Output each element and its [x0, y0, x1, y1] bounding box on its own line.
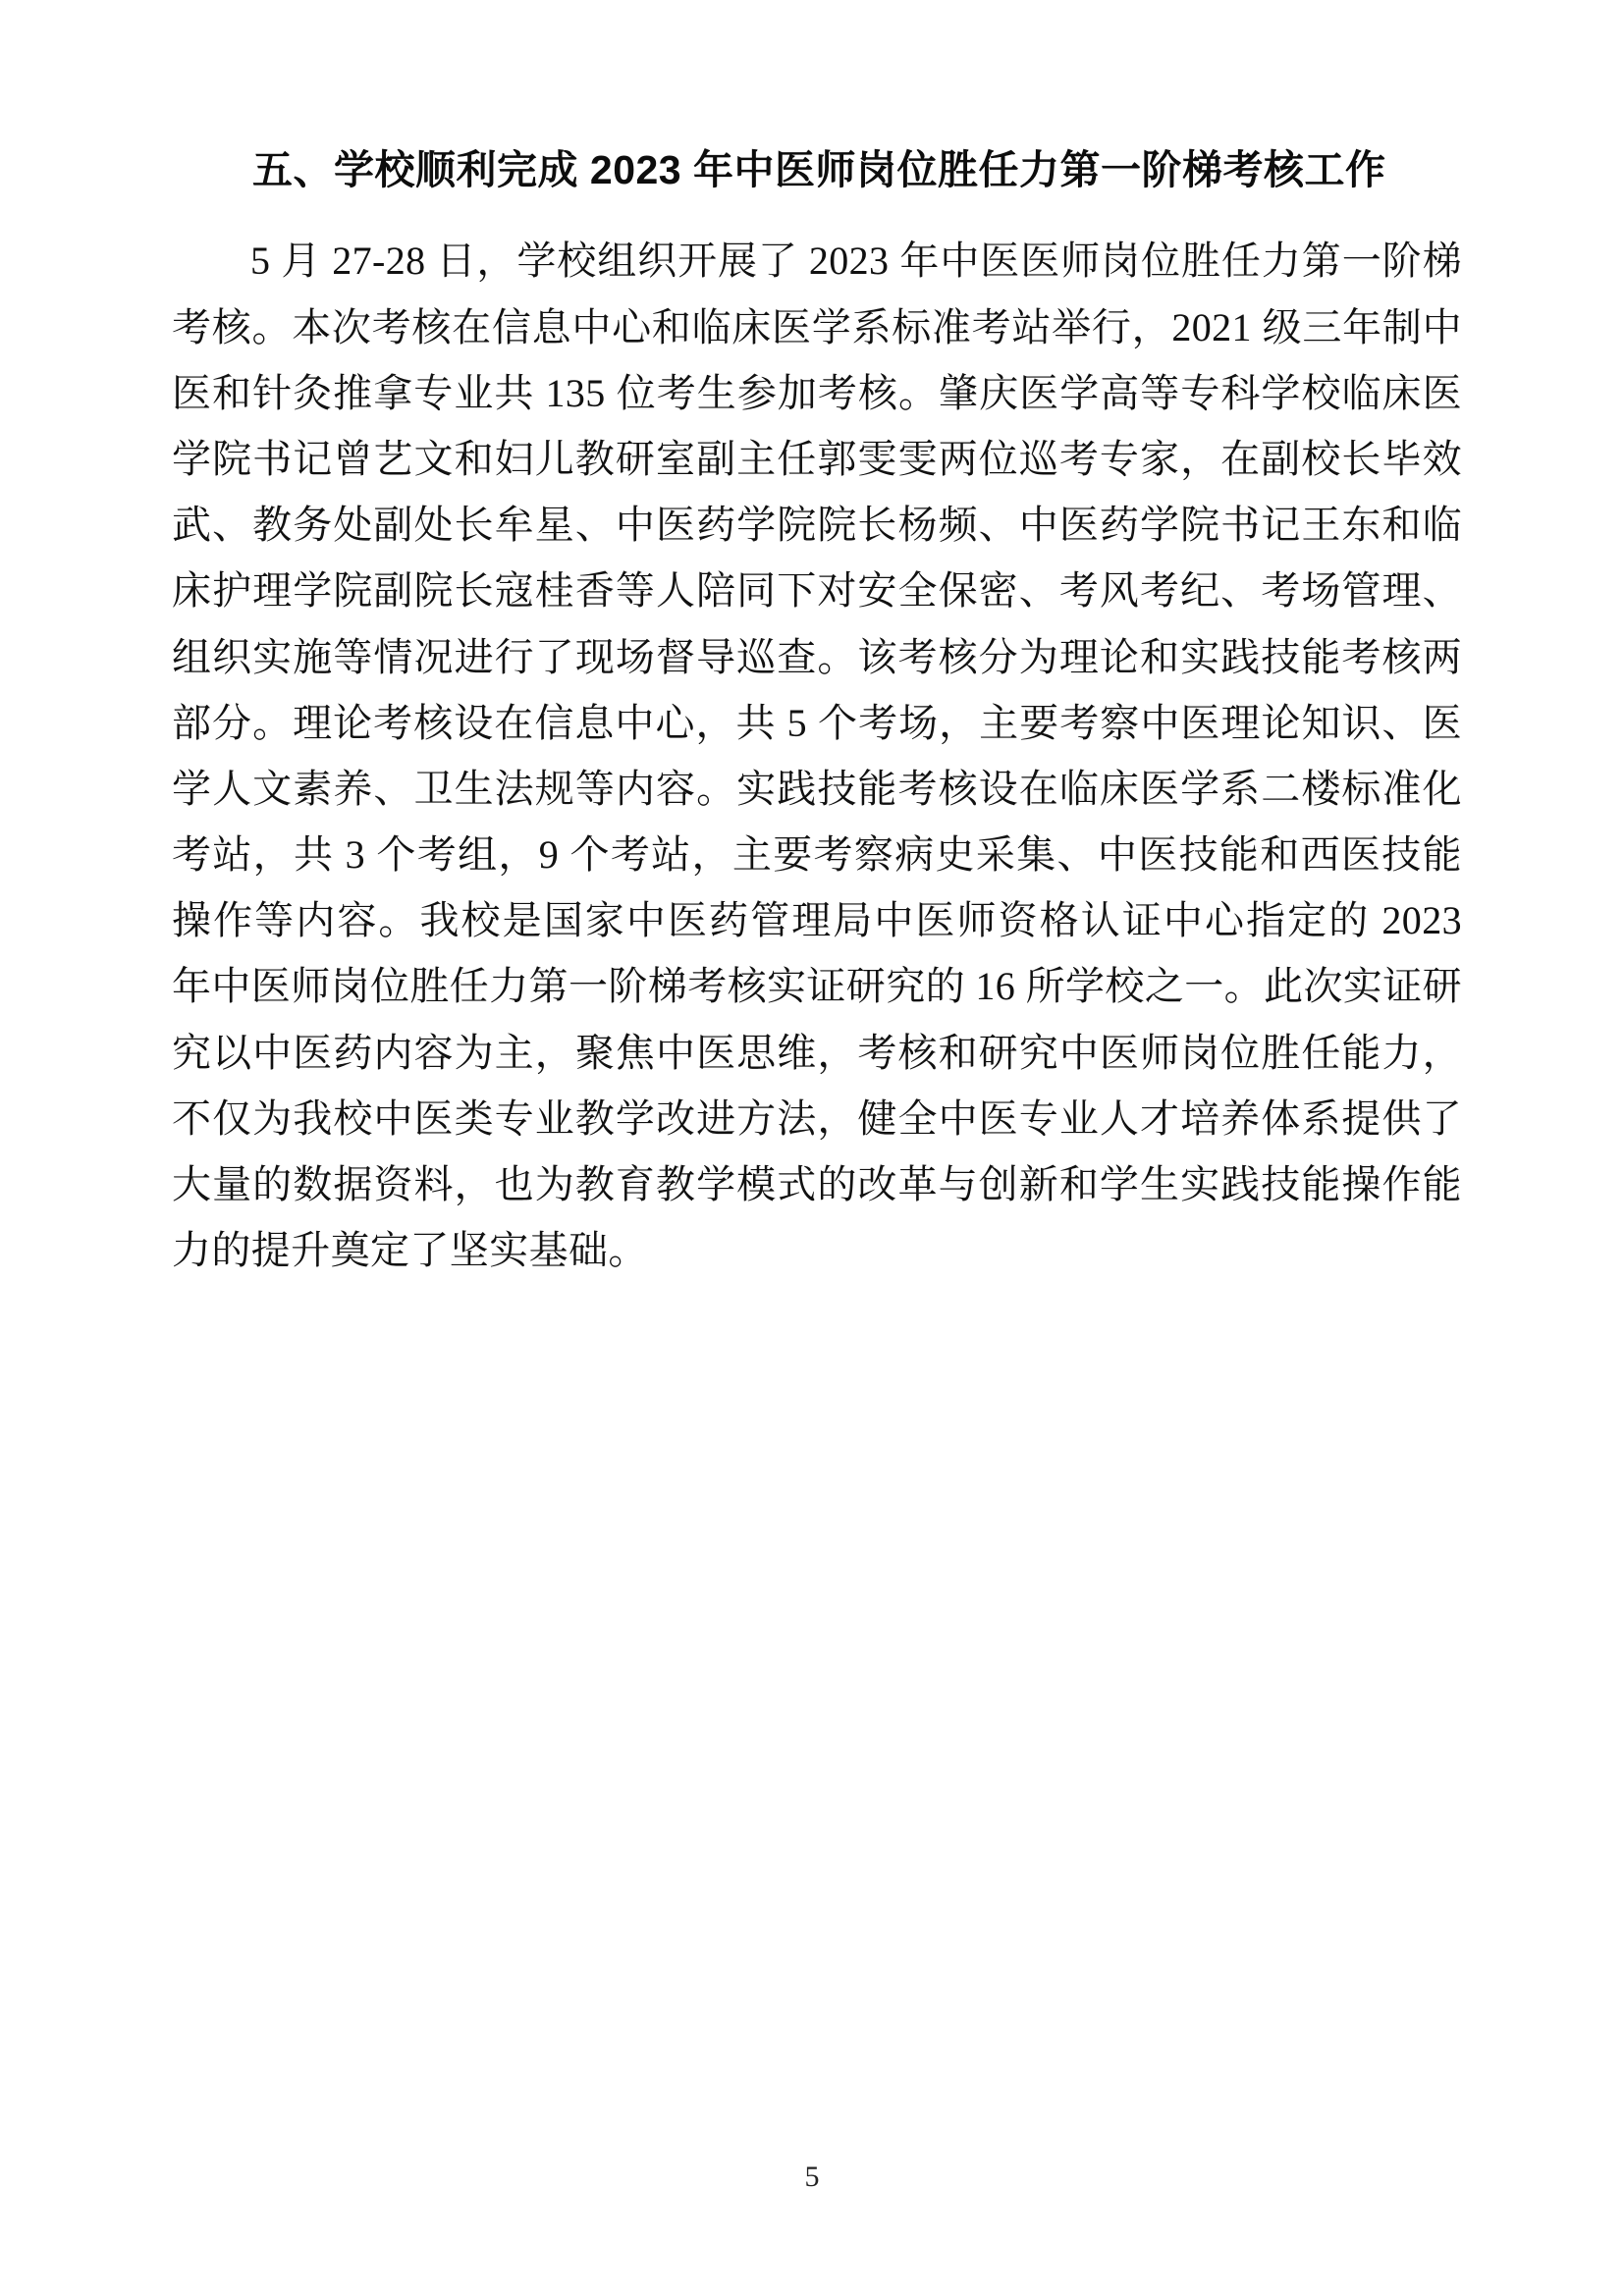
body-paragraph: 5 月 27-28 日，学校组织开展了 2023 年中医医师岗位胜任力第一阶梯考核。本次考核在信息中心和临床医学系标准考站举行，2021 级三年制中医和针灸推拿专业共 135 位考生参加考核。肇庆医学高等专科学校临床医学院书记曾艺文和妇儿教研室副主任郭雯雯两位巡考专家，在副校长毕效武、教务处副处长牟星、中医药学院院长杨频、中医药学院书记王东和临床护理学院副院长寇桂香等人陪同下对安全保密、考风考纪、考场管理、组织实施等情况进行了现场督导巡查。该考核分为理论和实践技能考核两部分。理论考核设在信息中心，共 5 个考场，主要考察中医理论知识、医学人文素养、卫生法规等内容。实践技能考核设在临床医学系二楼标准化考站，共 3 个考组，9 个考站，主要考察病史采集、中医技能和西医技能操作等内容。我校是国家中医药管理局中医师资格认证中心指定的 2023 年中医师岗位胜任力第一阶梯考核实证研究的 16 所学校之一。此次实证研究以中医药内容为主，聚焦中医思维，考核和研究中医师岗位胜任能力，不仅为我校中医类专业教学改进方法，健全中医专业人才培养体系提供了大量的数据资料，也为教育教学模式的改革与创新和学生实践技能操作能力的提升奠定了坚实基础。	[172, 239, 1462, 1273]
section-heading: 五、学校顺利完成 2023 年中医师岗位胜任力第一阶梯考核工作	[252, 147, 1386, 192]
page-number: 5	[804, 2161, 820, 2193]
